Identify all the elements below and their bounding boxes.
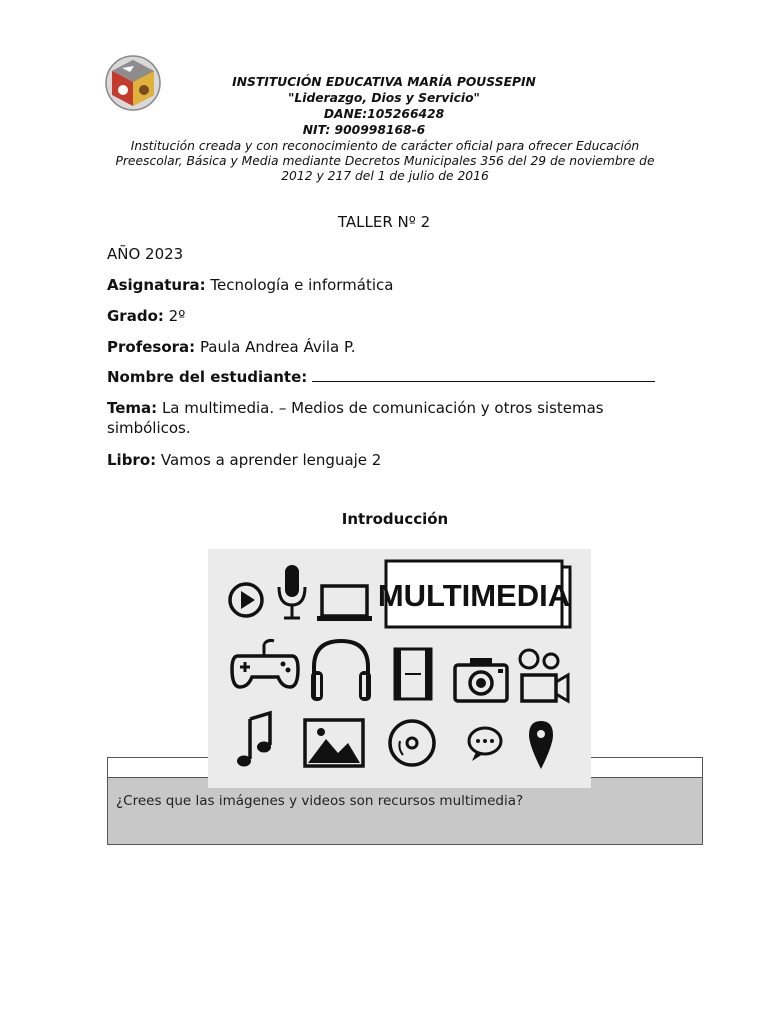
chat-bubble-icon (469, 728, 501, 761)
motto: "Liderazgo, Dios y Servicio" (288, 91, 480, 105)
music-note-icon (237, 713, 271, 767)
description-line-3: 2012 y 217 del 1 de julio de 2016 (281, 169, 489, 183)
description-line-1: Institución creada y con reconocimiento de carácter oficial para ofrecer Educación (130, 139, 640, 153)
libro-value: Vamos a aprender lenguaje 2 (160, 451, 382, 469)
asignatura-field (107, 275, 393, 295)
multimedia-title: MULTIMEDIA (377, 578, 571, 613)
tema-value-line-1: La multimedia. – Medios de comunicación y otros sistemas (161, 399, 604, 417)
libro-label: Libro: (107, 451, 157, 469)
institution-name: INSTITUCIÓN EDUCATIVA MARÍA POUSSEPIN (232, 75, 536, 89)
multimedia-image (208, 549, 591, 788)
profesora-field (107, 337, 355, 357)
nit-code: NIT: 900998168-6 (302, 123, 426, 137)
description-line-2: Preescolar, Básica y Media mediante Decretos Municipales 356 del 29 de noviembre de (115, 154, 655, 168)
student-name-label: Nombre del estudiante: (107, 368, 308, 386)
libro-field (107, 450, 381, 470)
taller-title: TALLER Nº 2 (337, 213, 431, 231)
map-pin-icon (529, 721, 553, 769)
grado-label: Grado: (107, 307, 164, 325)
tema-label: Tema: (107, 399, 158, 417)
year-label: AÑO 2023 (107, 245, 184, 263)
picture-icon (305, 720, 363, 766)
camera-icon (455, 658, 507, 701)
monitor-icon (317, 586, 372, 621)
asignatura-value: Tecnología e informática (210, 276, 394, 294)
introduction-heading: Introducción (341, 510, 449, 528)
tema-field (107, 398, 667, 438)
video-camera-icon (520, 650, 568, 701)
asignatura-label: Asignatura: (107, 276, 206, 294)
tema-value-line-2: simbólicos. (107, 419, 191, 437)
headphones-icon (311, 641, 371, 701)
dane-code: DANE:105266428 (323, 107, 445, 121)
disc-icon (390, 721, 434, 765)
grado-field (107, 306, 185, 326)
student-name-field (107, 367, 655, 387)
grado-value: 2º (168, 307, 186, 325)
film-strip-icon (395, 649, 431, 699)
question-text: ¿Crees que las imágenes y videos son recursos multimedia? (116, 793, 524, 809)
gamepad-icon (232, 640, 298, 687)
profesora-value: Paula Andrea Ávila P. (199, 338, 356, 356)
microphone-icon (279, 565, 305, 618)
student-name-blank[interactable] (312, 367, 655, 382)
profesora-label: Profesora: (107, 338, 196, 356)
play-icon (230, 584, 262, 616)
